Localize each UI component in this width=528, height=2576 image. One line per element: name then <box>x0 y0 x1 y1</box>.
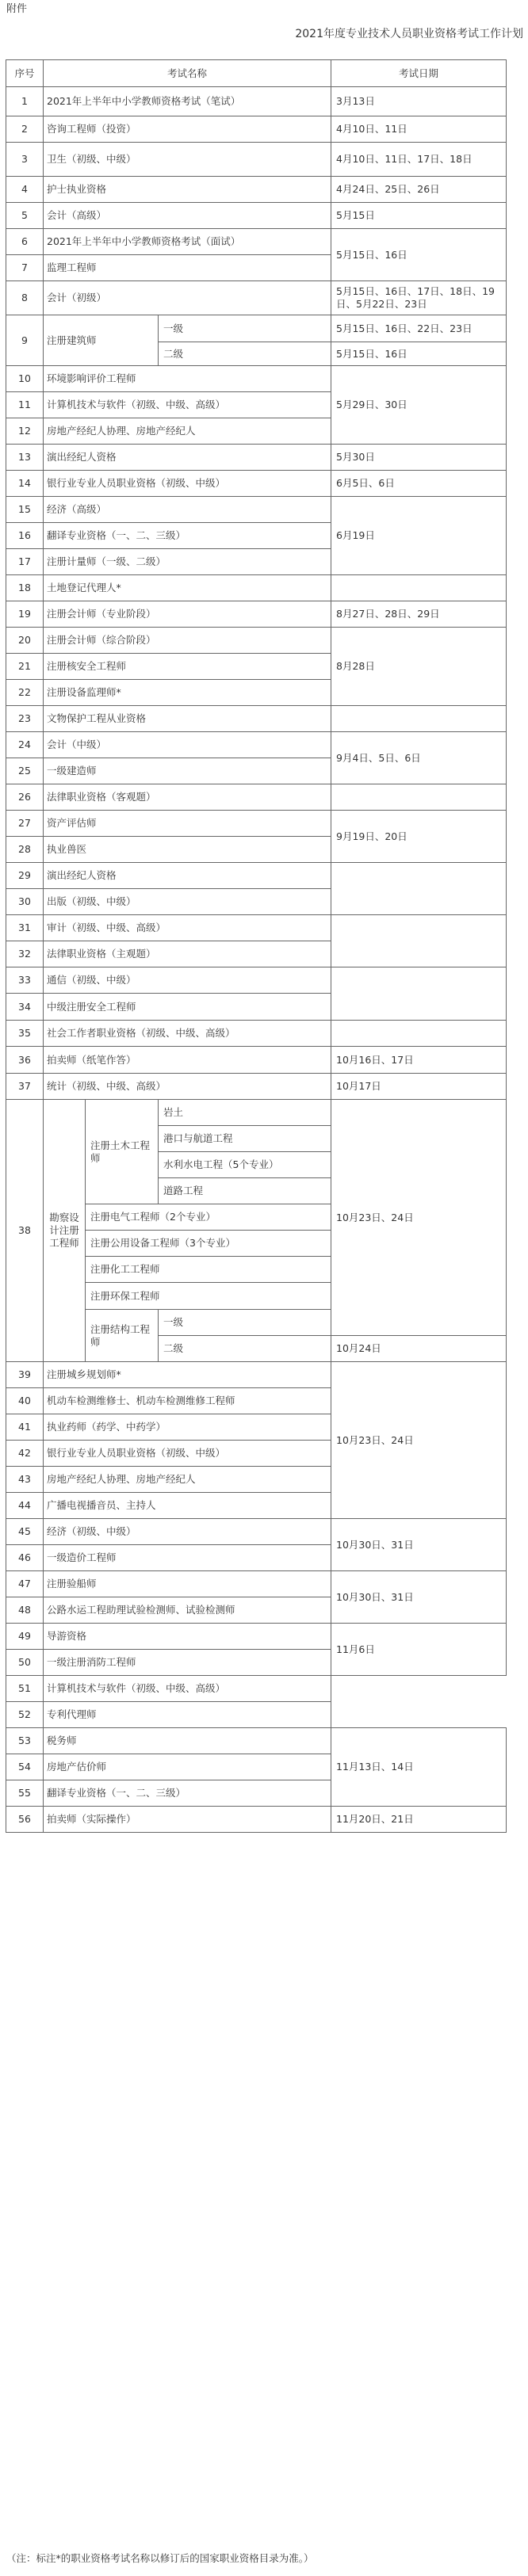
serial-number-cell: 38 <box>6 1100 44 1362</box>
serial-number-cell: 51 <box>6 1676 44 1702</box>
exam-name-cell: 注册计量师（一级、二级） <box>44 549 331 575</box>
exam-name-cell: 护士执业资格 <box>44 177 331 203</box>
exam-name-cell: 注册会计师（综合阶段） <box>44 628 331 654</box>
exam-date-cell <box>331 915 507 967</box>
exam-date-cell: 8月28日 <box>331 628 507 706</box>
exam-date-cell: 10月24日 <box>331 1336 507 1362</box>
exam-date-cell <box>331 863 507 915</box>
exam-name-cell: 环境影响评价工程师 <box>44 366 331 392</box>
serial-number-cell: 17 <box>6 549 44 575</box>
exam-subcategory-cell: 注册环保工程师 <box>86 1283 331 1310</box>
exam-name-cell: 出版（初级、中级） <box>44 889 331 915</box>
table-row <box>6 497 507 523</box>
table-row <box>6 366 507 392</box>
serial-number-cell: 13 <box>6 445 44 471</box>
serial-number-cell: 47 <box>6 1571 44 1597</box>
serial-number-cell: 40 <box>6 1388 44 1414</box>
exam-name-cell: 统计（初级、中级、高级） <box>44 1074 331 1100</box>
serial-number-cell: 56 <box>6 1807 44 1833</box>
exam-date-cell: 5月29日、30日 <box>331 366 507 445</box>
serial-number-cell: 52 <box>6 1702 44 1728</box>
serial-number-cell: 50 <box>6 1650 44 1676</box>
exam-name-cell: 通信（初级、中级） <box>44 967 331 994</box>
exam-date-cell <box>331 575 507 601</box>
exam-name-cell: 银行业专业人员职业资格（初级、中级） <box>44 1441 331 1467</box>
table-row <box>6 575 507 601</box>
serial-number-cell: 7 <box>6 255 44 281</box>
exam-date-cell: 4月10日、11日、17日、18日 <box>331 143 507 177</box>
exam-date-cell: 11月6日 <box>331 1624 507 1676</box>
exam-name-cell: 拍卖师（实际操作） <box>44 1807 331 1833</box>
exam-name-cell: 机动车检测维修士、机动车检测维修工程师 <box>44 1388 331 1414</box>
serial-number-cell: 24 <box>6 732 44 758</box>
exam-specialty-cell: 道路工程 <box>159 1178 331 1204</box>
exam-date-cell: 6月19日 <box>331 497 507 575</box>
exam-date-cell: 5月15日、16日、17日、18日、19日、5月22日、23日 <box>331 281 507 315</box>
exam-name-cell: 经济（高级） <box>44 497 331 523</box>
exam-name-cell: 计算机技术与软件（初级、中级、高级） <box>44 392 331 418</box>
exam-date-cell <box>331 1021 507 1047</box>
exam-specialty-cell: 一级 <box>159 1310 331 1336</box>
exam-name-cell: 计算机技术与软件（初级、中级、高级） <box>44 1676 331 1702</box>
exam-name-cell: 翻译专业资格（一、二、三级） <box>44 523 331 549</box>
serial-number-cell: 12 <box>6 418 44 445</box>
exam-name-cell: 监理工程师 <box>44 255 331 281</box>
table-row <box>6 811 507 837</box>
table-row <box>6 281 507 315</box>
table-row <box>6 471 507 497</box>
exam-date-cell: 6月5日、6日 <box>331 471 507 497</box>
exam-date-cell: 5月15日、16日 <box>331 342 507 366</box>
table-row <box>6 116 507 143</box>
exam-date-cell: 10月16日、17日 <box>331 1047 507 1074</box>
table-header-row <box>6 60 507 87</box>
exam-name-cell: 土地登记代理人* <box>44 575 331 601</box>
exam-name-cell: 会计（高级） <box>44 203 331 229</box>
serial-number-cell: 11 <box>6 392 44 418</box>
table-row <box>6 143 507 177</box>
exam-date-cell: 5月15日 <box>331 203 507 229</box>
exam-name-cell: 银行业专业人员职业资格（初级、中级） <box>44 471 331 497</box>
exam-date-cell: 4月24日、25日、26日 <box>331 177 507 203</box>
exam-specialty-cell: 港口与航道工程 <box>159 1126 331 1152</box>
serial-number-cell: 54 <box>6 1754 44 1780</box>
serial-number-cell: 28 <box>6 837 44 863</box>
exam-name-cell: 卫生（初级、中级） <box>44 143 331 177</box>
table-row <box>6 1728 507 1754</box>
exam-name-cell: 演出经纪人资格 <box>44 863 331 889</box>
serial-number-cell: 44 <box>6 1493 44 1519</box>
serial-number-cell: 14 <box>6 471 44 497</box>
exam-name-cell: 导游资格 <box>44 1624 331 1650</box>
table-row <box>6 203 507 229</box>
serial-number-cell: 55 <box>6 1780 44 1807</box>
exam-name-cell: 执业兽医 <box>44 837 331 863</box>
header-exam-date: 考试日期 <box>331 60 507 87</box>
table-row <box>6 1571 507 1597</box>
header-serial-number: 序号 <box>6 60 44 87</box>
serial-number-cell: 19 <box>6 601 44 628</box>
footnote: （注：标注*的职业资格考试名称以修订后的国家职业资格目录为准。） <box>6 2552 314 2564</box>
serial-number-cell: 46 <box>6 1545 44 1571</box>
exam-name-cell: 专利代理师 <box>44 1702 331 1728</box>
exam-name-cell: 经济（初级、中级） <box>44 1519 331 1545</box>
exam-name-cell: 翻译专业资格（一、二、三级） <box>44 1780 331 1807</box>
exam-name-cell: 一级注册消防工程师 <box>44 1650 331 1676</box>
serial-number-cell: 43 <box>6 1467 44 1493</box>
exam-date-cell: 10月23日、24日 <box>331 1362 507 1519</box>
serial-number-cell: 15 <box>6 497 44 523</box>
exam-name-cell: 注册城乡规划师* <box>44 1362 331 1388</box>
exam-name-cell: 资产评估师 <box>44 811 331 837</box>
exam-name-cell: 咨询工程师（投资） <box>44 116 331 143</box>
exam-name-cell: 社会工作者职业资格（初级、中级、高级） <box>44 1021 331 1047</box>
exam-name-cell: 文物保护工程从业资格 <box>44 706 331 732</box>
exam-subcategory-cell: 注册化工工程师 <box>86 1257 331 1283</box>
serial-number-cell: 1 <box>6 87 44 116</box>
exam-name-cell: 公路水运工程助理试验检测师、试验检测师 <box>44 1597 331 1624</box>
exam-subcategory-cell: 注册土木工程师 <box>86 1100 159 1204</box>
exam-name-cell: 法律职业资格（客观题） <box>44 784 331 811</box>
serial-number-cell: 10 <box>6 366 44 392</box>
exam-specialty-cell: 岩土 <box>159 1100 331 1126</box>
serial-number-cell: 5 <box>6 203 44 229</box>
table-row <box>6 784 507 811</box>
serial-number-cell: 26 <box>6 784 44 811</box>
exam-date-cell: 9月4日、5日、6日 <box>331 732 507 784</box>
serial-number-cell: 9 <box>6 315 44 366</box>
exam-date-cell: 9月19日、20日 <box>331 811 507 863</box>
exam-subcategory-cell: 注册公用设备工程师（3个专业） <box>86 1231 331 1257</box>
exam-name-cell: 会计（中级） <box>44 732 331 758</box>
exam-date-cell: 5月15日、16日 <box>331 229 507 281</box>
exam-name-cell: 勘察设计注册工程师 <box>44 1100 86 1362</box>
exam-specialty-cell: 水利水电工程（5个专业） <box>159 1152 331 1178</box>
exam-name-cell: 注册设备监理师* <box>44 680 331 706</box>
serial-number-cell: 3 <box>6 143 44 177</box>
table-row <box>6 1100 507 1126</box>
exam-name-cell: 2021年上半年中小学教师资格考试（面试） <box>44 229 331 255</box>
exam-name-cell: 一级造价工程师 <box>44 1545 331 1571</box>
table-row <box>6 1021 507 1047</box>
exam-subcategory-cell: 注册结构工程师 <box>86 1310 159 1362</box>
table-row <box>6 229 507 255</box>
table-row <box>6 1047 507 1074</box>
serial-number-cell: 27 <box>6 811 44 837</box>
exam-subcategory-cell: 注册电气工程师（2个专业） <box>86 1204 331 1231</box>
serial-number-cell: 39 <box>6 1362 44 1388</box>
table-row <box>6 1624 507 1650</box>
exam-name-cell: 注册建筑师 <box>44 315 159 366</box>
exam-name-cell: 房地产经纪人协理、房地产经纪人 <box>44 418 331 445</box>
table-row <box>6 1676 507 1702</box>
table-row <box>6 1702 507 1728</box>
table-row <box>6 1074 507 1100</box>
exam-date-cell: 8月27日、28日、29日 <box>331 601 507 628</box>
serial-number-cell: 31 <box>6 915 44 941</box>
exam-name-cell: 注册核安全工程师 <box>44 654 331 680</box>
table-row <box>6 1519 507 1545</box>
table-row <box>6 915 507 941</box>
exam-name-cell: 演出经纪人资格 <box>44 445 331 471</box>
serial-number-cell: 23 <box>6 706 44 732</box>
table-row <box>6 445 507 471</box>
header-exam-name: 考试名称 <box>44 60 331 87</box>
table-row <box>6 863 507 889</box>
exam-date-cell: 10月30日、31日 <box>331 1571 507 1624</box>
attachment-label: 附件 <box>6 3 28 15</box>
table-row <box>6 628 507 654</box>
serial-number-cell: 30 <box>6 889 44 915</box>
serial-number-cell: 37 <box>6 1074 44 1100</box>
exam-name-cell: 审计（初级、中级、高级） <box>44 915 331 941</box>
exam-name-cell: 房地产经纪人协理、房地产经纪人 <box>44 1467 331 1493</box>
serial-number-cell: 33 <box>6 967 44 994</box>
exam-date-cell: 4月10日、11日 <box>331 116 507 143</box>
exam-schedule-table <box>6 59 507 1833</box>
serial-number-cell: 36 <box>6 1047 44 1074</box>
serial-number-cell: 4 <box>6 177 44 203</box>
exam-date-cell: 5月30日 <box>331 445 507 471</box>
serial-number-cell: 35 <box>6 1021 44 1047</box>
exam-date-cell: 3月13日 <box>331 87 507 116</box>
exam-subcategory-cell: 一级 <box>159 315 331 342</box>
serial-number-cell: 45 <box>6 1519 44 1545</box>
exam-date-cell <box>331 967 507 1021</box>
serial-number-cell: 8 <box>6 281 44 315</box>
exam-date-cell: 10月30日、31日 <box>331 1519 507 1571</box>
exam-name-cell: 拍卖师（纸笔作答） <box>44 1047 331 1074</box>
table-row <box>6 967 507 994</box>
table-row <box>6 1807 507 1833</box>
exam-subcategory-cell: 二级 <box>159 342 331 366</box>
document-title: 2021年度专业技术人员职业资格考试工作计划 <box>295 28 523 40</box>
exam-name-cell: 注册验船师 <box>44 1571 331 1597</box>
exam-date-cell: 11月13日、14日 <box>331 1728 507 1807</box>
serial-number-cell: 6 <box>6 229 44 255</box>
table-row <box>6 732 507 758</box>
table-row <box>6 177 507 203</box>
serial-number-cell: 32 <box>6 941 44 967</box>
serial-number-cell: 41 <box>6 1414 44 1441</box>
table-row <box>6 87 507 116</box>
table-row <box>6 1362 507 1388</box>
serial-number-cell: 48 <box>6 1597 44 1624</box>
exam-date-cell: 5月15日、16日、22日、23日 <box>331 315 507 342</box>
exam-name-cell: 广播电视播音员、主持人 <box>44 1493 331 1519</box>
serial-number-cell: 20 <box>6 628 44 654</box>
serial-number-cell: 42 <box>6 1441 44 1467</box>
exam-name-cell: 法律职业资格（主观题） <box>44 941 331 967</box>
serial-number-cell: 29 <box>6 863 44 889</box>
exam-date-cell <box>331 784 507 811</box>
table-row <box>6 315 507 342</box>
serial-number-cell: 21 <box>6 654 44 680</box>
exam-date-cell: 11月20日、21日 <box>331 1807 507 1833</box>
exam-specialty-cell: 二级 <box>159 1336 331 1362</box>
table-row <box>6 706 507 732</box>
exam-date-cell: 10月23日、24日 <box>331 1100 507 1336</box>
serial-number-cell: 2 <box>6 116 44 143</box>
exam-name-cell: 注册会计师（专业阶段） <box>44 601 331 628</box>
serial-number-cell: 49 <box>6 1624 44 1650</box>
exam-name-cell: 中级注册安全工程师 <box>44 994 331 1021</box>
serial-number-cell: 25 <box>6 758 44 784</box>
serial-number-cell: 18 <box>6 575 44 601</box>
table-row <box>6 601 507 628</box>
exam-name-cell: 会计（初级） <box>44 281 331 315</box>
serial-number-cell: 16 <box>6 523 44 549</box>
serial-number-cell: 34 <box>6 994 44 1021</box>
exam-name-cell: 一级建造师 <box>44 758 331 784</box>
exam-date-cell: 10月17日 <box>331 1074 507 1100</box>
serial-number-cell: 22 <box>6 680 44 706</box>
exam-date-cell <box>331 706 507 732</box>
exam-name-cell: 执业药师（药学、中药学） <box>44 1414 331 1441</box>
serial-number-cell: 53 <box>6 1728 44 1754</box>
exam-name-cell: 房地产估价师 <box>44 1754 331 1780</box>
exam-name-cell: 税务师 <box>44 1728 331 1754</box>
exam-name-cell: 2021年上半年中小学教师资格考试（笔试） <box>44 87 331 116</box>
